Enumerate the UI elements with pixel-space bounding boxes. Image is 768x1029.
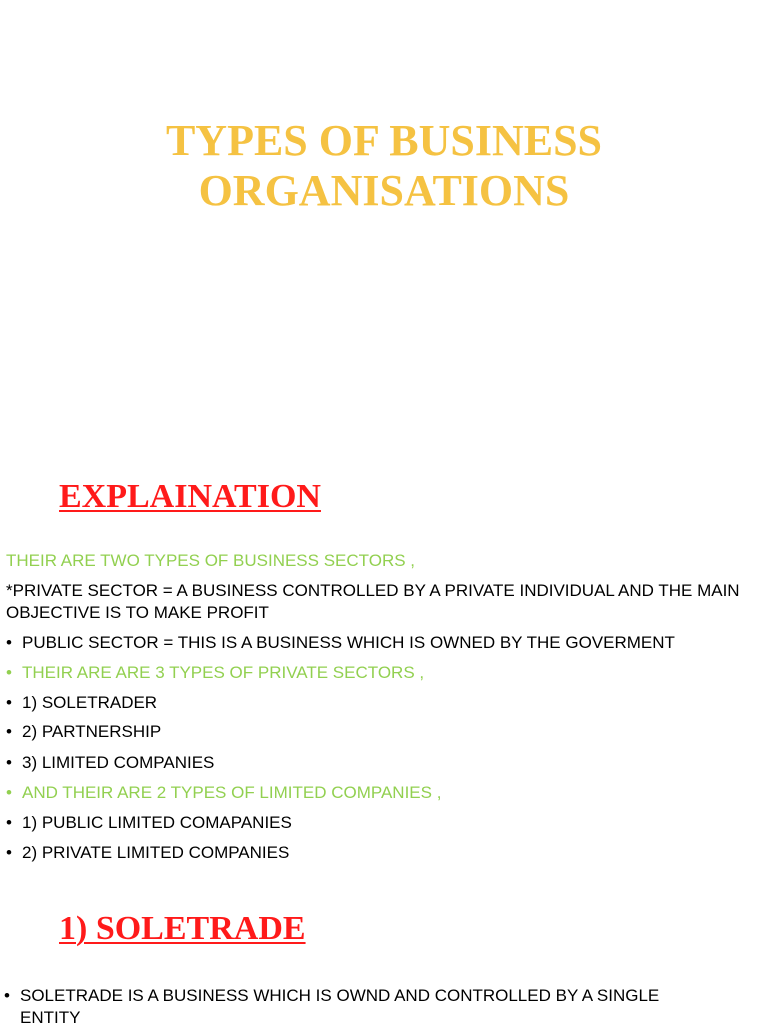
- list-item: 2) PARTNERSHIP: [22, 722, 162, 741]
- soletrade-definition: SOLETRADE IS A BUSINESS WHICH IS OWND AND CONTROLLED BY A SINGLE ENTITY: [20, 986, 660, 1027]
- private-sector-definition: *PRIVATE SECTOR = A BUSINESS CONTROLLED BY A PRIVATE INDIVIDUAL AND THE MAIN OBJECTIVE IS TO MAKE PROFIT: [6, 581, 740, 622]
- bullet-icon: •: [6, 753, 12, 772]
- list-item: AND THEIR ARE 2 TYPES OF LIMITED COMPANIES ,: [22, 783, 442, 802]
- list-item: 3) LIMITED COMPANIES: [22, 753, 215, 772]
- list-item: 1) PUBLIC LIMITED COMAPANIES: [22, 813, 292, 832]
- bullet-icon: •: [6, 693, 12, 712]
- soletrade-heading: 1) SOLETRADE: [59, 910, 306, 947]
- bullet-icon: •: [6, 722, 12, 741]
- title-line-1: TYPES OF BUSINESS: [165, 116, 603, 165]
- bullet-icon: •: [6, 813, 12, 832]
- list-item: PUBLIC SECTOR = THIS IS A BUSINESS WHICH IS OWNED BY THE GOVERMENT: [22, 633, 675, 652]
- page-title: [0, 116, 768, 216]
- sectors-intro: THEIR ARE TWO TYPES OF BUSINESS SECTORS ,: [6, 551, 416, 570]
- bullet-icon: •: [4, 986, 10, 1005]
- list-item: 1) SOLETRADER: [22, 693, 158, 712]
- bullet-icon: •: [6, 783, 12, 802]
- bullet-icon: •: [6, 843, 12, 862]
- list-item: 2) PRIVATE LIMITED COMPANIES: [22, 843, 290, 862]
- bullet-icon: •: [6, 663, 12, 682]
- explanation-heading: EXPLAINATION: [59, 478, 321, 515]
- bullet-icon: •: [6, 633, 12, 652]
- title-line-2: ORGANISATIONS: [198, 166, 570, 215]
- list-item: THEIR ARE ARE 3 TYPES OF PRIVATE SECTORS ,: [22, 663, 425, 682]
